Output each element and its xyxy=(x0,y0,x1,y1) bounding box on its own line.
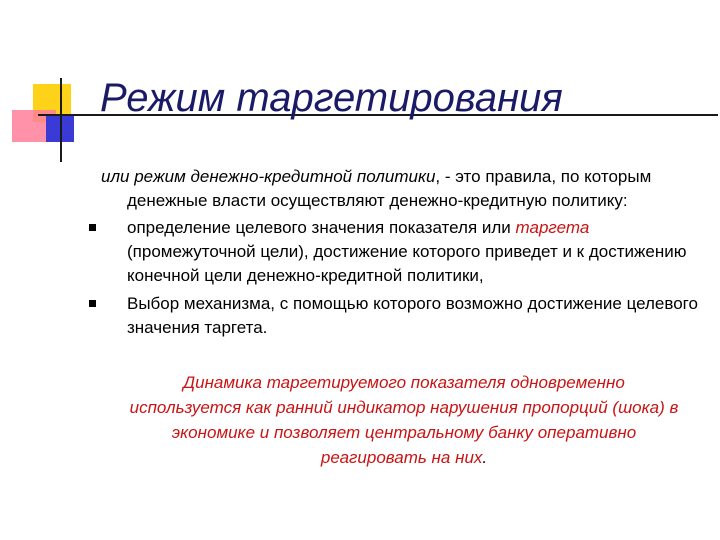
square-bullet-icon xyxy=(89,224,96,231)
bullet-2-text: Выбор механизма, с помощью которого возможно достижение целевого значения таргета. xyxy=(127,294,698,337)
ornament-vertical-line xyxy=(60,78,62,162)
bullet-item xyxy=(101,292,701,340)
bullet-1-before: определение целевого значения показателя или xyxy=(127,218,516,237)
slide-title: Режим таргетирования xyxy=(100,76,563,120)
conclusion-paragraph xyxy=(126,370,682,470)
square-bullet-icon xyxy=(89,300,96,307)
slide-body xyxy=(101,165,701,340)
bullet-item xyxy=(101,216,701,288)
conclusion-text: Динамика таргетируемого показателя одновременно используется как ранний индикатор нарушения пропорций (шока) в экономике и позволяет центральному банку оперативно реагировать на них xyxy=(129,373,679,467)
intro-rest: , - это правила, по которым денежные власти осуществляют денежно-кредитную политику: xyxy=(127,167,652,210)
intro-italic: или режим денежно-кредитной политики xyxy=(101,167,436,186)
bullet-1-highlight: таргета xyxy=(515,218,590,237)
intro-paragraph xyxy=(101,165,701,213)
bullet-1-after: (промежуточной цели), достижение которого приведет и к достижению конечной цели денежно-кредитной политики, xyxy=(127,242,687,285)
conclusion-end: . xyxy=(482,448,488,467)
